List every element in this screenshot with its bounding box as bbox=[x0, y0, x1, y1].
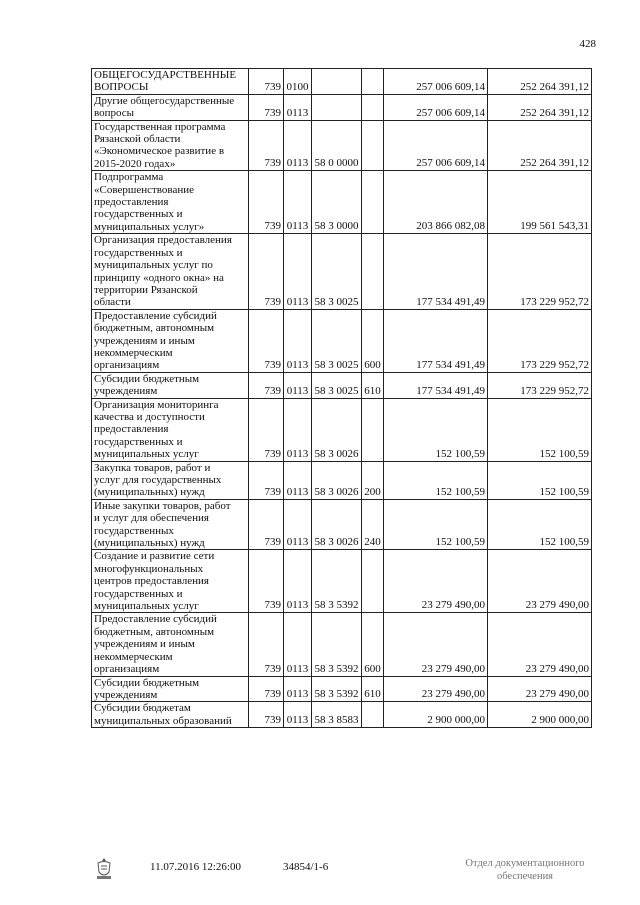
cell-item-name bbox=[92, 120, 249, 171]
cell-item-name bbox=[92, 94, 249, 120]
item-name-line: муниципальных образований bbox=[94, 714, 232, 727]
cell-section-code: 0113 bbox=[284, 120, 312, 171]
table-row bbox=[92, 234, 592, 309]
item-name-line: ОБЩЕГОСУДАРСТВЕННЫЕ bbox=[94, 69, 237, 81]
cell-sum-2018: 173 229 952,72 bbox=[488, 234, 592, 309]
item-name-line: муниципальных услуг по bbox=[94, 259, 213, 272]
item-name-line: Подпрограмма bbox=[94, 171, 164, 184]
department-line-2: обеспечения bbox=[496, 871, 554, 882]
item-name-line: муниципальных услуг» bbox=[94, 220, 205, 233]
item-name-line: вопросы bbox=[94, 107, 135, 120]
cell-item-name bbox=[92, 372, 249, 398]
cell-sum-2018: 199 561 543,31 bbox=[488, 171, 592, 234]
cell-item-name bbox=[92, 69, 249, 95]
item-name-line: центров предоставления bbox=[94, 575, 209, 588]
cell-expense-type: 610 bbox=[362, 676, 384, 702]
item-name-line: области bbox=[94, 296, 131, 309]
cell-section-code: 0113 bbox=[284, 372, 312, 398]
table-row bbox=[92, 398, 592, 461]
cell-section-code: 0113 bbox=[284, 499, 312, 550]
cell-ved-code: 739 bbox=[249, 550, 284, 613]
department-stamp bbox=[445, 857, 605, 883]
cell-item-name bbox=[92, 171, 249, 234]
cell-expense-type: 240 bbox=[362, 499, 384, 550]
cell-ved-code: 739 bbox=[249, 69, 284, 95]
stamp-timestamp: 11.07.2016 12:26:00 bbox=[150, 861, 241, 873]
item-name-line: «Совершенствование bbox=[94, 183, 194, 196]
cell-target-code: 58 3 8583 bbox=[312, 702, 362, 728]
cell-ved-code: 739 bbox=[249, 499, 284, 550]
cell-sum-2018: 152 100,59 bbox=[488, 499, 592, 550]
item-name-line: Организация мониторинга bbox=[94, 398, 219, 411]
item-name-line: бюджетным, автономным bbox=[94, 322, 215, 335]
cell-target-code: 58 3 0026 bbox=[312, 398, 362, 461]
item-name-line: Субсидии бюджетам bbox=[94, 702, 191, 715]
item-name-line: организациям bbox=[94, 359, 160, 372]
cell-target-code: 58 3 5392 bbox=[312, 676, 362, 702]
cell-sum-2017: 257 006 609,14 bbox=[384, 69, 488, 95]
cell-ved-code: 739 bbox=[249, 234, 284, 309]
cell-target-code: 58 3 0025 bbox=[312, 372, 362, 398]
item-name-line: Предоставление субсидий bbox=[94, 309, 217, 322]
item-name-line: учреждениям и иным bbox=[94, 638, 195, 651]
footer bbox=[0, 855, 640, 895]
cell-sum-2017: 177 534 491,49 bbox=[384, 309, 488, 372]
cell-sum-2017: 23 279 490,00 bbox=[384, 676, 488, 702]
cell-sum-2017: 152 100,59 bbox=[384, 499, 488, 550]
item-name-line: (муниципальных) нужд bbox=[94, 486, 205, 499]
table-row bbox=[92, 94, 592, 120]
cell-ved-code: 739 bbox=[249, 461, 284, 499]
cell-ved-code: 739 bbox=[249, 120, 284, 171]
cell-section-code: 0113 bbox=[284, 94, 312, 120]
item-name-line: государственных и bbox=[94, 435, 183, 448]
cell-target-code: 58 3 5392 bbox=[312, 550, 362, 613]
cell-ved-code: 739 bbox=[249, 171, 284, 234]
cell-target-code: 58 0 0000 bbox=[312, 120, 362, 171]
item-name-line: государственных и bbox=[94, 587, 183, 600]
cell-item-name bbox=[92, 676, 249, 702]
item-name-line: бюджетным, автономным bbox=[94, 625, 215, 638]
cell-sum-2018: 173 229 952,72 bbox=[488, 372, 592, 398]
cell-target-code: 58 3 5392 bbox=[312, 613, 362, 676]
cell-section-code: 0113 bbox=[284, 461, 312, 499]
cell-target-code: 58 3 0000 bbox=[312, 171, 362, 234]
cell-sum-2017: 152 100,59 bbox=[384, 398, 488, 461]
cell-item-name bbox=[92, 309, 249, 372]
cell-sum-2018: 152 100,59 bbox=[488, 461, 592, 499]
cell-sum-2018: 252 264 391,12 bbox=[488, 120, 592, 171]
table-row bbox=[92, 676, 592, 702]
cell-expense-type bbox=[362, 234, 384, 309]
item-name-line: услуг для государственных bbox=[94, 474, 222, 486]
cell-target-code: 58 3 0025 bbox=[312, 309, 362, 372]
item-name-line: муниципальных услуг bbox=[94, 600, 199, 613]
cell-sum-2017: 177 534 491,49 bbox=[384, 234, 488, 309]
cell-expense-type: 600 bbox=[362, 613, 384, 676]
cell-item-name bbox=[92, 398, 249, 461]
item-name-line: Субсидии бюджетным bbox=[94, 372, 200, 385]
cell-expense-type bbox=[362, 94, 384, 120]
cell-sum-2018: 152 100,59 bbox=[488, 398, 592, 461]
cell-section-code: 0113 bbox=[284, 398, 312, 461]
cell-target-code bbox=[312, 94, 362, 120]
item-name-line: 2015-2020 годах» bbox=[94, 157, 176, 170]
cell-target-code: 58 3 0026 bbox=[312, 499, 362, 550]
item-name-line: некоммерческим bbox=[94, 650, 173, 663]
item-name-line: Организация предоставления bbox=[94, 234, 232, 247]
cell-sum-2018: 23 279 490,00 bbox=[488, 550, 592, 613]
item-name-line: учреждениям и иным bbox=[94, 334, 195, 347]
cell-expense-type bbox=[362, 702, 384, 728]
item-name-line: Субсидии бюджетным bbox=[94, 676, 200, 689]
cell-sum-2018: 173 229 952,72 bbox=[488, 309, 592, 372]
table-row bbox=[92, 309, 592, 372]
item-name-line: и услуг для обеспечения bbox=[94, 512, 209, 525]
table-row bbox=[92, 120, 592, 171]
page-number: 428 bbox=[579, 38, 596, 50]
cell-item-name bbox=[92, 234, 249, 309]
budget-table bbox=[91, 68, 592, 728]
cell-ved-code: 739 bbox=[249, 702, 284, 728]
item-name-line: территории Рязанской bbox=[94, 283, 198, 296]
cell-item-name bbox=[92, 702, 249, 728]
table-row bbox=[92, 171, 592, 234]
item-name-line: Другие общегосударственные bbox=[94, 94, 235, 107]
cell-section-code: 0113 bbox=[284, 702, 312, 728]
cell-target-code bbox=[312, 69, 362, 95]
item-name-line: ВОПРОСЫ bbox=[94, 81, 149, 94]
cell-expense-type bbox=[362, 398, 384, 461]
cell-sum-2017: 23 279 490,00 bbox=[384, 613, 488, 676]
cell-item-name bbox=[92, 613, 249, 676]
department-line-1: Отдел документационного bbox=[465, 858, 585, 869]
cell-expense-type bbox=[362, 120, 384, 171]
cell-section-code: 0100 bbox=[284, 69, 312, 95]
item-name-line: государственных и bbox=[94, 246, 183, 259]
cell-sum-2018: 23 279 490,00 bbox=[488, 613, 592, 676]
cell-section-code: 0113 bbox=[284, 309, 312, 372]
table-row bbox=[92, 372, 592, 398]
table-row bbox=[92, 69, 592, 95]
cell-sum-2018: 2 900 000,00 bbox=[488, 702, 592, 728]
table-row bbox=[92, 613, 592, 676]
cell-expense-type bbox=[362, 69, 384, 95]
cell-item-name bbox=[92, 550, 249, 613]
cell-sum-2017: 177 534 491,49 bbox=[384, 372, 488, 398]
item-name-line: предоставления bbox=[94, 423, 169, 436]
cell-item-name bbox=[92, 499, 249, 550]
item-name-line: некоммерческим bbox=[94, 346, 173, 359]
cell-ved-code: 739 bbox=[249, 398, 284, 461]
cell-section-code: 0113 bbox=[284, 550, 312, 613]
item-name-line: Создание и развитие сети bbox=[94, 550, 215, 563]
cell-sum-2017: 152 100,59 bbox=[384, 461, 488, 499]
table-row bbox=[92, 461, 592, 499]
cell-expense-type: 200 bbox=[362, 461, 384, 499]
cell-target-code: 58 3 0026 bbox=[312, 461, 362, 499]
cell-section-code: 0113 bbox=[284, 613, 312, 676]
cell-expense-type: 600 bbox=[362, 309, 384, 372]
item-name-line: государственных и bbox=[94, 208, 183, 221]
cell-sum-2017: 23 279 490,00 bbox=[384, 550, 488, 613]
cell-expense-type: 610 bbox=[362, 372, 384, 398]
item-name-line: Рязанской области bbox=[94, 133, 181, 146]
item-name-line: принципу «одного окна» на bbox=[94, 271, 224, 284]
item-name-line: качества и доступности bbox=[94, 410, 205, 423]
item-name-line: «Экономическое развитие в bbox=[94, 145, 225, 158]
table-row bbox=[92, 702, 592, 728]
cell-ved-code: 739 bbox=[249, 94, 284, 120]
budget-table-body bbox=[92, 69, 592, 728]
cell-section-code: 0113 bbox=[284, 234, 312, 309]
cell-section-code: 0113 bbox=[284, 676, 312, 702]
item-name-line: учреждениям bbox=[94, 385, 158, 398]
item-name-line: Закупка товаров, работ и bbox=[94, 461, 211, 474]
item-name-line: предоставления bbox=[94, 196, 169, 209]
stamp-document-code: 34854/1-6 bbox=[283, 861, 329, 873]
cell-sum-2018: 23 279 490,00 bbox=[488, 676, 592, 702]
cell-target-code: 58 3 0025 bbox=[312, 234, 362, 309]
cell-sum-2017: 257 006 609,14 bbox=[384, 94, 488, 120]
table-row bbox=[92, 550, 592, 613]
item-name-line: Государственная программа bbox=[94, 120, 226, 133]
item-name-line: учреждениям bbox=[94, 688, 158, 701]
item-name-line: Иные закупки товаров, работ bbox=[94, 499, 231, 512]
cell-ved-code: 739 bbox=[249, 676, 284, 702]
item-name-line: организациям bbox=[94, 663, 160, 676]
cell-expense-type bbox=[362, 171, 384, 234]
cell-sum-2018: 252 264 391,12 bbox=[488, 69, 592, 95]
cell-sum-2017: 2 900 000,00 bbox=[384, 702, 488, 728]
item-name-line: (муниципальных) нужд bbox=[94, 537, 205, 550]
cell-sum-2017: 203 866 082,08 bbox=[384, 171, 488, 234]
item-name-line: муниципальных услуг bbox=[94, 448, 199, 461]
cell-ved-code: 739 bbox=[249, 613, 284, 676]
item-name-line: многофункциональных bbox=[94, 562, 204, 575]
item-name-line: государственных bbox=[94, 524, 174, 537]
table-row bbox=[92, 499, 592, 550]
cell-expense-type bbox=[362, 550, 384, 613]
cell-sum-2017: 257 006 609,14 bbox=[384, 120, 488, 171]
cell-item-name bbox=[92, 461, 249, 499]
cell-ved-code: 739 bbox=[249, 372, 284, 398]
coat-of-arms-icon bbox=[94, 857, 114, 881]
item-name-line: Предоставление субсидий bbox=[94, 613, 217, 626]
cell-ved-code: 739 bbox=[249, 309, 284, 372]
cell-sum-2018: 252 264 391,12 bbox=[488, 94, 592, 120]
cell-section-code: 0113 bbox=[284, 171, 312, 234]
